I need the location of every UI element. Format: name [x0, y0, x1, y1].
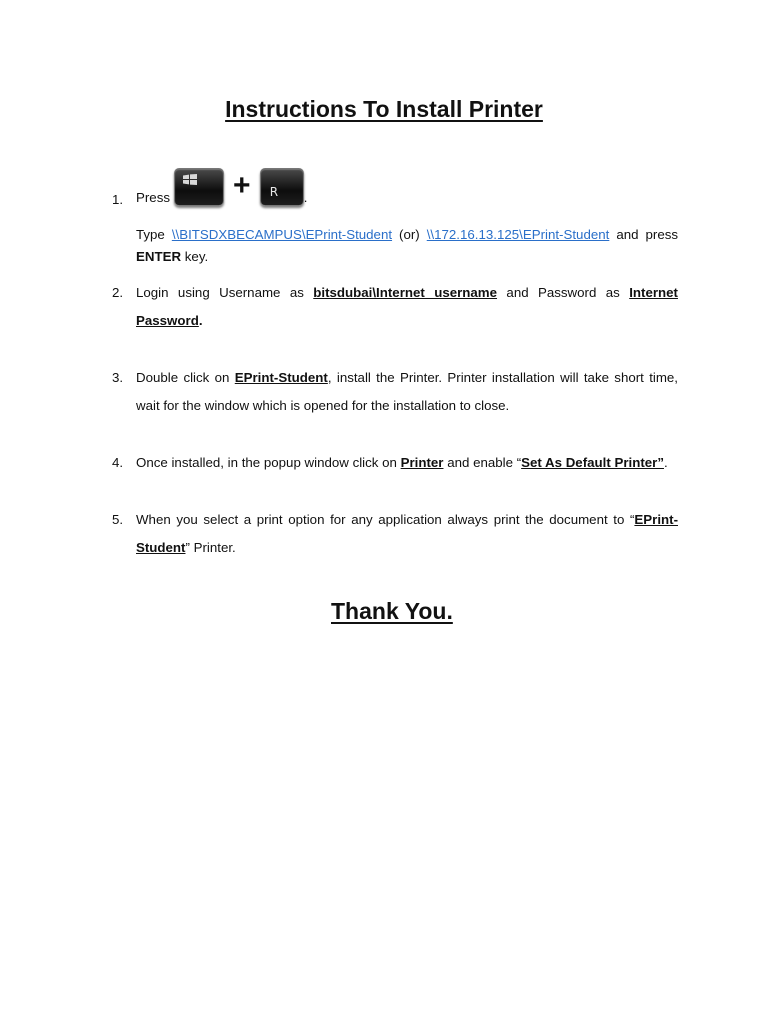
step-number: 5.	[112, 512, 124, 527]
step-5-text: When you select a print option for any application always print the document to “	[136, 512, 635, 527]
step-number: 4.	[112, 455, 124, 470]
period: .	[663, 455, 668, 470]
or-label: (or)	[399, 227, 420, 242]
printer-path-link-1[interactable]: \\BITSDXBECAMPUS\EPrint-Student	[171, 227, 393, 242]
step-4	[112, 449, 678, 477]
step-number: 1.	[112, 192, 124, 207]
printer-path-link-2[interactable]: \\172.16.13.125\EPrint-Student	[426, 227, 610, 242]
step-3	[112, 364, 678, 420]
period: .	[303, 190, 308, 205]
page-title: Instructions To Install Printer	[225, 96, 543, 122]
step-number: 2.	[112, 285, 124, 300]
eprint-student-target: EPrint-Student	[234, 370, 328, 385]
type-label: Type	[136, 227, 165, 242]
step-number: 3.	[112, 370, 124, 385]
press-label: Press	[136, 190, 170, 205]
r-key-icon	[260, 168, 304, 206]
windows-key-icon	[174, 168, 224, 206]
period: .	[198, 313, 203, 328]
step-4-text: Once installed, in the popup window click on	[136, 455, 397, 470]
username-value: bitsdubai\Internet username	[313, 285, 498, 300]
step-4-text-b: and enable “	[447, 455, 522, 470]
step-2-text-b: and Password as	[506, 285, 620, 300]
and-press-label: and press	[616, 227, 679, 242]
enter-key-label: ENTER	[136, 249, 182, 264]
step-3-text-b: , install the Printer. Printer installation will take short time, wait for the window which is opened for the installation to close.	[136, 370, 679, 413]
windows-logo-icon	[183, 174, 197, 185]
eprint-student-printer: EPrint-Student	[136, 512, 678, 555]
step-3-text: Double click on	[136, 370, 230, 385]
printer-label: Printer	[400, 455, 444, 470]
password-value: Internet Password	[136, 285, 678, 328]
thank-you-heading: Thank You.	[331, 598, 453, 624]
r-key-label: R	[269, 185, 279, 199]
step-1	[112, 168, 678, 268]
step-5-text-b: ” Printer.	[185, 540, 236, 555]
key-label: key.	[184, 249, 209, 264]
plus-icon: +	[232, 169, 251, 202]
keyboard-shortcut	[174, 168, 304, 208]
step-2	[112, 279, 678, 335]
step-5	[112, 506, 678, 562]
set-default-printer-label: Set As Default Printer”	[521, 455, 664, 470]
step-2-text: Login using Username as	[136, 285, 304, 300]
